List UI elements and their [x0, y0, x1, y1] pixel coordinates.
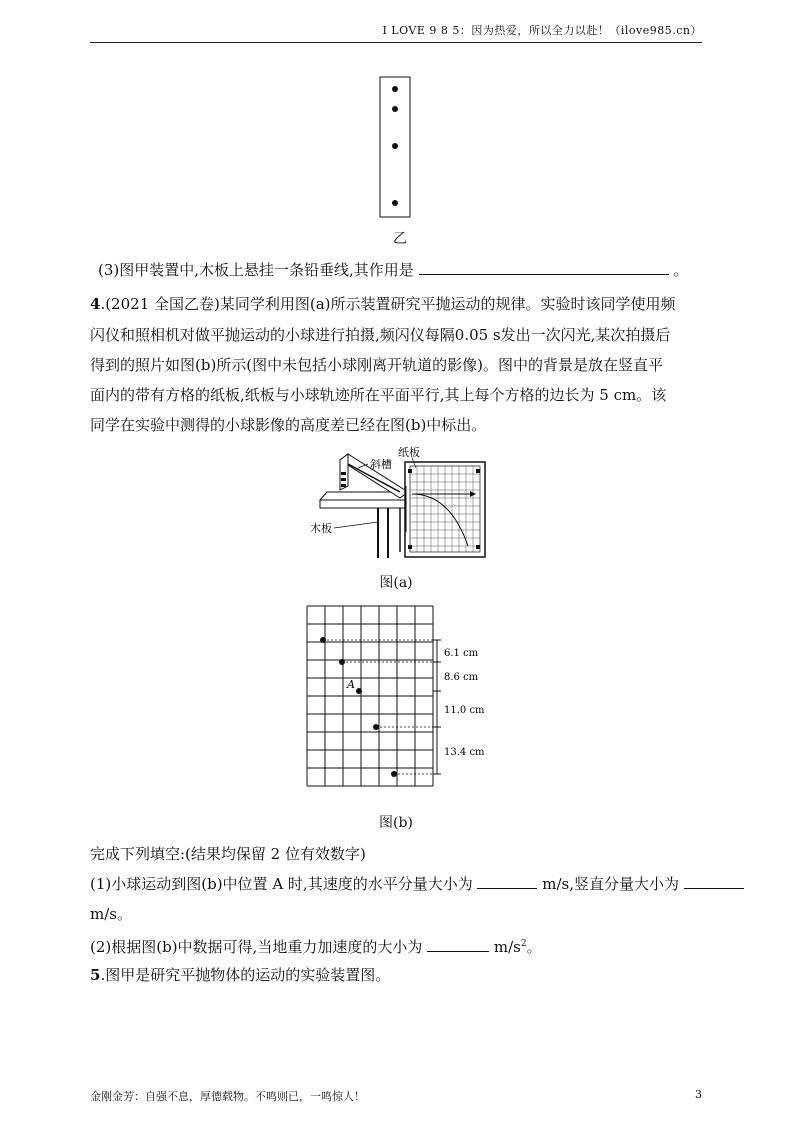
- fill-q2-line: [90, 934, 702, 957]
- fill-q2-text: (2)根据图(b)中数据可得,当地重力加速度的大小为: [90, 938, 423, 956]
- question-5: [90, 965, 702, 985]
- ball-image: [373, 724, 379, 730]
- fill-q1-line: [90, 874, 702, 894]
- question-4-line-5: 同学在实验中测得的小球影像的高度差已经在图(b)中标出。: [90, 416, 487, 434]
- ball-image: [320, 637, 326, 643]
- question-4-line-1: [90, 294, 702, 314]
- figure-yi-dot: [392, 143, 398, 149]
- figure-a-apparatus: [300, 442, 500, 564]
- label-wood-board: 木板: [310, 522, 332, 535]
- chute-mark: [341, 472, 346, 475]
- figure-b-caption: 图(b): [379, 815, 413, 831]
- figure-yi-caption: 乙: [393, 231, 407, 247]
- leader-line: [334, 522, 378, 528]
- question-3-end: 。: [673, 261, 689, 279]
- chute-mark: [341, 484, 346, 487]
- measure-8-6: 8.6 cm: [444, 672, 479, 683]
- figure-b-grid: [300, 600, 500, 800]
- figure-yi-dot: [392, 200, 398, 206]
- table-edge: [320, 500, 405, 508]
- fill-q2-unit: m/s: [493, 938, 521, 956]
- question-4-text: .(2021 全国乙卷)某同学利用图(a)所示装置研究平抛运动的规律。实验时该同学使用频: [100, 295, 676, 313]
- footer-motto: 金刚金芳：自强不息，厚德载物。不鸣则已，一鸣惊人！: [90, 1090, 365, 1103]
- figure-yi: [370, 76, 430, 221]
- question-4-line-2: 闪仪和照相机对做平抛运动的小球进行拍摄,频闪仪每隔0.05 s发出一次闪光,某次拍摄后: [90, 326, 671, 344]
- measure-13-4: 13.4 cm: [444, 747, 485, 758]
- page-number: 3: [695, 1088, 702, 1101]
- question-3-text: (3)图甲装置中,木板上悬挂一条铅垂线,其作用是: [98, 261, 414, 279]
- label-chute: 斜槽: [370, 458, 392, 471]
- answer-blank-vertical[interactable]: [684, 874, 744, 889]
- fill-q1-text-a: (1)小球运动到图(b)中位置 A 时,其速度的水平分量大小为: [90, 875, 473, 893]
- fill-q1-text-b: m/s,竖直分量大小为: [542, 875, 680, 893]
- board-pin: [476, 545, 480, 549]
- question-3-sub: [90, 260, 702, 280]
- ball-image-a: [356, 688, 362, 694]
- point-a-label: A: [347, 678, 355, 691]
- grid-lines: [307, 606, 433, 786]
- board-pin: [408, 545, 412, 549]
- figure-yi-dot: [392, 106, 398, 112]
- answer-blank-3[interactable]: [419, 260, 669, 275]
- question-5-number: 5: [90, 966, 101, 984]
- measure-11-0: 11.0 cm: [444, 705, 485, 716]
- question-4-number: 4: [90, 295, 101, 313]
- fill-q2-end: 。: [526, 938, 542, 956]
- measure-scale: [433, 640, 485, 774]
- figure-a-caption: 图(a): [379, 575, 413, 591]
- question-4-line-4: 面内的带有方格的纸板,纸板与小球轨迹所在平面平行,其上每个方格的边长为 5 cm。该: [90, 386, 667, 404]
- question-5-text: .图甲是研究平抛物体的运动的实验装置图。: [100, 966, 391, 984]
- label-paper-board: 纸板: [398, 446, 420, 459]
- answer-blank-gravity[interactable]: [427, 937, 489, 952]
- fill-intro: 完成下列填空:(结果均保留 2 位有效数字): [90, 845, 366, 863]
- chute-mark: [341, 478, 346, 481]
- answer-blank-horizontal[interactable]: [477, 874, 537, 889]
- measure-6-1: 6.1 cm: [444, 648, 479, 659]
- page-header: I LOVE 9 8 5：因为热爱，所以全力以赴！（ilove985.cn）: [90, 20, 702, 43]
- fill-q2-unit-sup: 2: [520, 939, 527, 949]
- question-4-line-3: 得到的照片如图(b)所示(图中未包括小球刚离开轨道的影像)。图中的背景是放在竖直平: [90, 356, 664, 374]
- fill-q1-unit: m/s。: [90, 905, 132, 923]
- ball-image: [339, 659, 345, 665]
- board-pin: [476, 469, 480, 473]
- figure-yi-dot: [392, 86, 398, 92]
- ball-image: [391, 771, 397, 777]
- board-pin: [408, 469, 412, 473]
